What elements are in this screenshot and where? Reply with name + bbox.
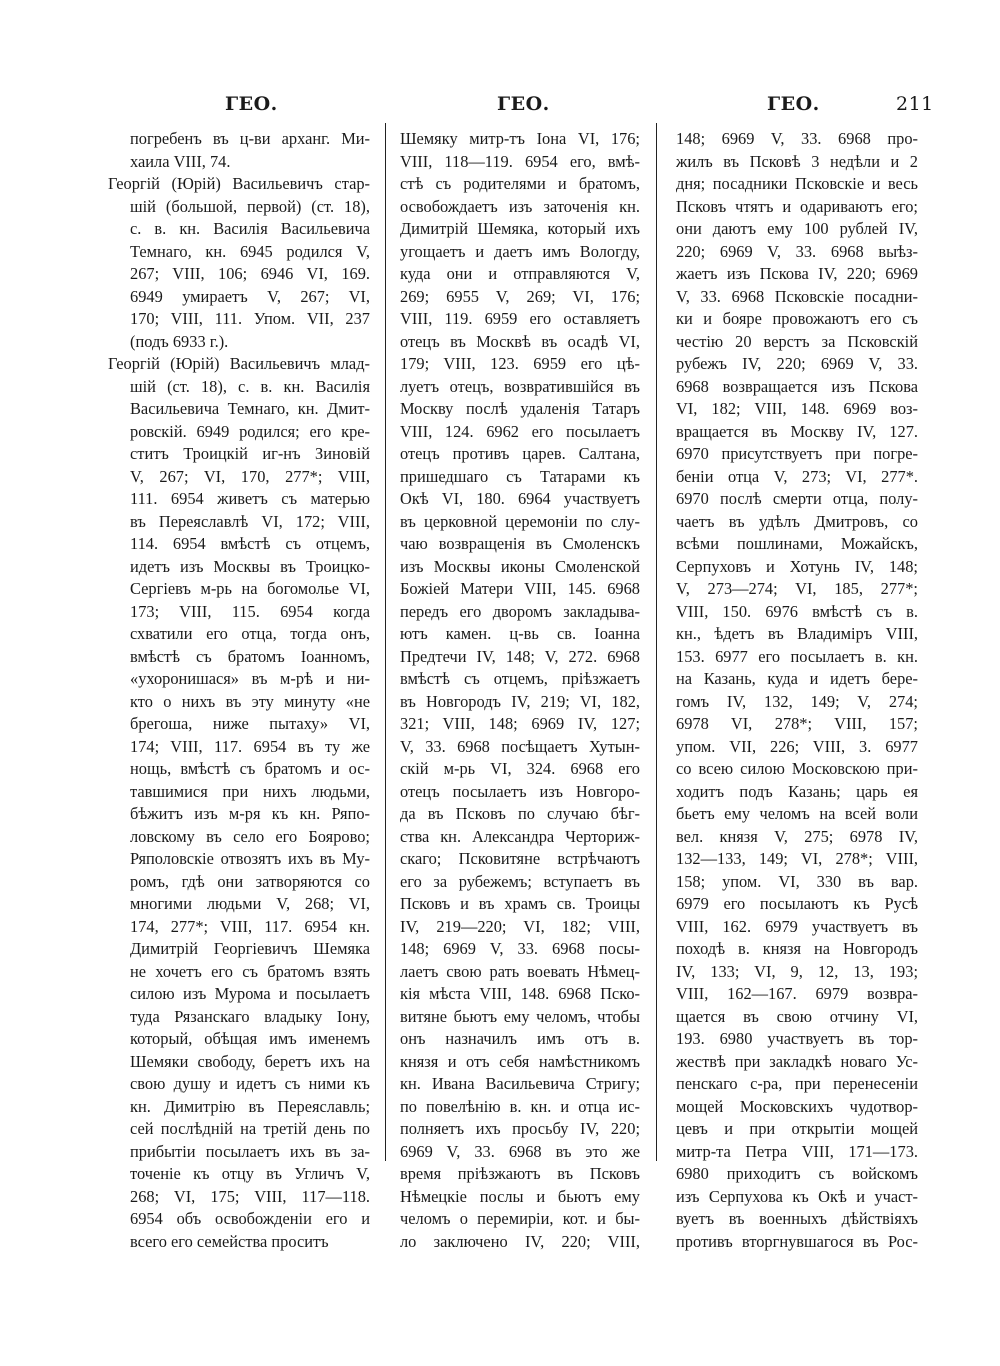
text-line: цевъ и при открытіи мощей bbox=[676, 1119, 918, 1138]
text-line: онъ назначилъ имъ отъ в. bbox=[400, 1029, 640, 1048]
text-line: ютъ камен. ц-вь св. Іоанна bbox=[400, 624, 640, 643]
text-line: его за рубежемъ; вступаетъ въ bbox=[400, 871, 640, 891]
text-line: 153. 6977 его посылаетъ в. кн. bbox=[676, 646, 918, 666]
text-line: 111. 6954 живетъ съ матерью bbox=[130, 489, 370, 508]
column-divider-2 bbox=[656, 123, 657, 1161]
text-line: (подъ 6933 г.). bbox=[130, 331, 229, 351]
text-line: отецъ посылаетъ изъ Новгоро- bbox=[400, 781, 640, 801]
running-header-middle: ГЕО. bbox=[497, 93, 550, 115]
text-line: ки и бояре провожаютъ его съ bbox=[676, 309, 918, 328]
text-line: Ряполовскіе отвозятъ ихъ въ Му- bbox=[130, 849, 370, 868]
text-column-2 bbox=[400, 128, 640, 1253]
text-line: полняетъ ихъ просьбу IV, 220; bbox=[400, 1119, 640, 1138]
text-line: митр-та Петра VIII, 171—173. bbox=[676, 1141, 918, 1161]
text-line: луетъ отецъ, возвратившійся въ bbox=[400, 376, 640, 396]
text-line: 321; VIII, 148; 6969 IV, 127; bbox=[400, 714, 640, 733]
text-line: 6969 V, 33. 6968 въ это же bbox=[400, 1141, 640, 1161]
text-line: 132—133, 149; VI, 278*; VIII, bbox=[676, 849, 918, 868]
text-line: VIII, 119. 6959 его оставляетъ bbox=[400, 309, 640, 328]
text-line: VIII, 150. 6976 вмѣстѣ съ в. bbox=[676, 601, 918, 621]
text-line: мощей Московскихъ чудотвор- bbox=[676, 1096, 918, 1116]
text-line: 173; VIII, 115. 6954 когда bbox=[130, 601, 370, 621]
text-line: 158; упом. VI, 330 въ вар. bbox=[676, 871, 918, 891]
text-line: туда Рязанскаго владыку Іону, bbox=[130, 1006, 370, 1026]
text-line: противъ вторгнувшагося въ Рос- bbox=[676, 1231, 918, 1251]
text-line: рубежъ IV, 220; 6969 V, 33. bbox=[676, 354, 918, 373]
text-line: время пріѣзжаютъ въ Псковъ bbox=[400, 1164, 640, 1183]
text-line: Сергіевъ м-рь на богомолье VI, bbox=[130, 579, 370, 598]
text-line: нощь, вмѣстѣ съ братомъ и ос- bbox=[130, 759, 370, 778]
page-number: 211 bbox=[896, 93, 934, 115]
text-line: 267; VIII, 106; 6946 VI, 169. bbox=[130, 264, 370, 283]
text-line: князя и отъ себя намѣстникомъ bbox=[400, 1051, 640, 1071]
text-line: дня; посадники Псковскіе и весь bbox=[676, 174, 918, 193]
text-line: 220; 6969 V, 33. 6968 выѣз- bbox=[676, 241, 918, 261]
text-line: изъ Серпухова къ Окѣ и участ- bbox=[676, 1186, 918, 1206]
text-line: Васильевича Темнаго, кн. Дмит- bbox=[130, 399, 370, 418]
text-line: угощаетъ и даетъ имъ Вологду, bbox=[400, 241, 640, 261]
text-line: кія мѣста VIII, 148. 6968 Пско- bbox=[400, 984, 640, 1003]
text-line: «ухоронишася» въ м-рѣ и ни- bbox=[130, 669, 370, 688]
text-line: VIII, 162—167. 6979 возвра- bbox=[676, 984, 918, 1003]
text-line: прибытіи посылаетъ ихъ въ за- bbox=[130, 1141, 370, 1161]
text-line: V, 267; VI, 170, 277*; VIII, bbox=[130, 466, 370, 486]
text-line: кн. Димитрію въ Переяславль; bbox=[130, 1096, 370, 1116]
text-line: 148; 6969 V, 33. 6968 посы- bbox=[400, 939, 640, 958]
text-line: Димитрій Шемяка, который ихъ bbox=[400, 219, 640, 238]
text-line: Нѣмецкіе послы и бьютъ ему bbox=[400, 1186, 640, 1206]
text-line: идетъ изъ Москвы въ Троицко- bbox=[130, 556, 370, 576]
text-line: 148; 6969 V, 33. 6968 про- bbox=[676, 129, 918, 148]
text-line: ходитъ подъ Казань; царь ея bbox=[676, 781, 918, 801]
text-line: тавшимися при нихъ людьми, bbox=[130, 781, 370, 801]
text-line: силою изъ Мурома и посылаетъ bbox=[130, 984, 370, 1003]
text-line: чаю возвращенія въ Смоленскъ bbox=[400, 534, 640, 553]
text-line: ства кн. Александра Черториж- bbox=[400, 826, 640, 846]
text-line: 6949 умираетъ V, 267; VI, bbox=[130, 286, 370, 306]
column-divider-1 bbox=[385, 123, 386, 1161]
text-line: въ церковной церемоніи по слу- bbox=[400, 511, 640, 531]
text-line: вмѣстѣ съ отцемъ, пріѣзжаетъ bbox=[400, 669, 640, 688]
text-line: лаетъ свою рать воевать Нѣмец- bbox=[400, 961, 640, 981]
text-line: хаила VIII, 74. bbox=[130, 151, 231, 171]
text-line: шій (ст. 18), с. в. кн. Василія bbox=[130, 376, 370, 396]
text-line: честію 20 верстъ за Псковскій bbox=[676, 331, 918, 351]
text-line: 179; VIII, 123. 6959 его цѣ- bbox=[400, 354, 640, 373]
text-line: VI, 182; VIII, 148. 6969 воз- bbox=[676, 399, 918, 418]
running-header-right: ГЕО. bbox=[767, 93, 820, 115]
text-line: куда они и отправляются V, bbox=[400, 264, 640, 283]
text-line: 193. 6980 участвуетъ въ тор- bbox=[676, 1029, 918, 1048]
text-line: да въ Псковъ по случаю бѣг- bbox=[400, 804, 640, 823]
text-line: брегоша, ниже пытаху» VI, bbox=[130, 714, 370, 733]
text-line: Москву послѣ удаленія Татаръ bbox=[400, 399, 640, 418]
text-line: скій м-рь VI, 324. 6968 его bbox=[400, 759, 640, 778]
text-line: всего его семейства проситъ bbox=[130, 1231, 329, 1251]
text-line: VIII, 162. 6979 участвуетъ въ bbox=[676, 916, 918, 936]
text-line: сей послѣдній на третій день по bbox=[130, 1119, 370, 1138]
text-line: всѣми пошлинами, Можайскъ, bbox=[676, 534, 918, 553]
text-line: въ Новгородъ IV, 219; VI, 182, bbox=[400, 691, 640, 711]
text-line: гомъ IV, 132, 149; V, 274; bbox=[676, 691, 918, 711]
text-line: многими людьми V, 268; VI, bbox=[130, 894, 370, 913]
text-line: свою душу и идетъ съ ними къ bbox=[130, 1074, 370, 1093]
text-line: с. в. кн. Василія Васильевича bbox=[130, 219, 370, 238]
text-line: 6978 VI, 278*; VIII, 157; bbox=[676, 714, 918, 733]
text-line: 174, 277*; VIII, 117. 6954 кн. bbox=[130, 916, 370, 936]
text-line: пенскаго с-ра, при перенесеніи bbox=[676, 1074, 918, 1093]
text-line: въ Переяславлѣ VI, 172; VIII, bbox=[130, 511, 370, 531]
text-line: ромъ, гдѣ они затворяются со bbox=[130, 871, 370, 891]
text-line: 6970 присутствуетъ при погре- bbox=[676, 444, 918, 463]
text-line: жаетъ изъ Пскова IV, 220; 6969 bbox=[676, 264, 918, 283]
text-column-3 bbox=[676, 128, 918, 1253]
text-line: 170; VIII, 111. Упом. VII, 237 bbox=[130, 309, 370, 328]
text-line: вмѣстѣ съ братомъ Іоанномъ, bbox=[130, 646, 370, 666]
text-line: V, 273—274; VI, 185, 277*; bbox=[676, 579, 918, 598]
text-line: 114. 6954 вмѣстѣ съ отцемъ, bbox=[130, 534, 370, 553]
text-line: щается въ свою отчину VI, bbox=[676, 1006, 918, 1026]
text-line: походѣ в. князя на Новгородъ bbox=[676, 939, 918, 958]
text-line: стѣ съ родителями и братомъ, bbox=[400, 174, 640, 193]
text-line: IV, 133; VI, 9, 12, 13, 193; bbox=[676, 961, 918, 981]
text-line: вуетъ въ военныхъ дѣйствіяхъ bbox=[676, 1209, 918, 1228]
text-line: IV, 219—220; VI, 182; VIII, bbox=[400, 916, 640, 936]
text-line: точеніе къ отцу въ Угличъ V, bbox=[130, 1164, 370, 1183]
text-line: изъ Москвы иконы Смоленской bbox=[400, 556, 640, 576]
text-line: Псковъ и въ храмъ св. Троицы bbox=[400, 894, 640, 913]
text-column-1 bbox=[108, 128, 370, 1253]
running-header-left: ГЕО. bbox=[225, 93, 278, 115]
text-line: со всею силою Московскою при- bbox=[676, 759, 918, 778]
text-line: упом. VII, 226; VIII, 3. 6977 bbox=[676, 736, 918, 756]
text-line: отецъ противъ царев. Салтана, bbox=[400, 444, 640, 463]
text-line: Шемяки свободу, беретъ ихъ на bbox=[130, 1051, 370, 1071]
text-line: бьетъ ему челомъ на всей воли bbox=[676, 804, 918, 823]
text-line: Предтечи IV, 148; V, 272. 6968 bbox=[400, 646, 640, 666]
text-line: освобождаетъ изъ заточенія кн. bbox=[400, 196, 640, 216]
text-line: кн. Ивана Васильевича Стригу; bbox=[400, 1074, 640, 1093]
text-line: V, 33. 6968 Псковскіе посадни- bbox=[676, 286, 918, 306]
text-line: Димитрій Георгіевичъ Шемяка bbox=[130, 939, 370, 958]
text-line: VIII, 118—119. 6954 его, вмѣ- bbox=[400, 151, 640, 171]
text-line: погребенъ въ ц-ви арханг. Ми- bbox=[130, 129, 370, 148]
text-line: V, 33. 6968 посѣщаетъ Хутын- bbox=[400, 736, 640, 756]
text-line: по повелѣнію в. кн. и отца ис- bbox=[400, 1096, 640, 1116]
text-line: жествѣ при закладкѣ новаго Ус- bbox=[676, 1051, 918, 1071]
text-line: Псковъ чтятъ и одариваютъ его; bbox=[676, 196, 918, 216]
text-line: ловскому въ село его Боярово; bbox=[130, 826, 370, 846]
text-line: шій (большой, первой) (ст. 18), bbox=[130, 196, 370, 216]
text-line: ло заключено IV, 220; VIII, bbox=[400, 1231, 640, 1251]
text-line: 268; VI, 175; VIII, 117—118. bbox=[130, 1186, 370, 1206]
text-line: на Казань, куда и идетъ бере- bbox=[676, 669, 918, 688]
text-line: 6954 объ освобожденіи его и bbox=[130, 1209, 370, 1228]
text-line: 6968 возвращается изъ Пскова bbox=[676, 376, 918, 396]
text-line: ровскій. 6949 родился; его кре- bbox=[130, 421, 370, 441]
text-line: беніи отца V, 273; VI, 277*. bbox=[676, 466, 918, 486]
text-line: Серпуховъ и Хотунь IV, 148; bbox=[676, 556, 918, 576]
text-line: вращается въ Москву IV, 127. bbox=[676, 421, 918, 441]
text-line: Георгій (Юрій) Васильевичъ млад- bbox=[108, 354, 370, 373]
text-line: бѣжитъ изъ м-ря къ кн. Ряпо- bbox=[130, 804, 370, 823]
text-line: не хочетъ его съ братомъ взять bbox=[130, 961, 370, 981]
text-line: Георгій (Юрій) Васильевичъ стар- bbox=[108, 174, 370, 193]
text-line: 269; 6955 V, 269; VI, 176; bbox=[400, 286, 640, 306]
text-line: Божіей Матери VIII, 145. 6968 bbox=[400, 579, 640, 598]
text-line: 6970 послѣ смерти отца, полу- bbox=[676, 489, 918, 508]
text-line: Окѣ VI, 180. 6964 участвуетъ bbox=[400, 489, 640, 508]
text-line: челомъ о перемиріи, кот. и бы- bbox=[400, 1209, 640, 1228]
text-line: VIII, 124. 6962 его посылаетъ bbox=[400, 421, 640, 441]
text-line: они даютъ ему 100 рублей IV, bbox=[676, 219, 918, 238]
text-line: жилъ въ Псковѣ 3 недѣли и 2 bbox=[676, 151, 918, 171]
text-line: чаетъ въ удѣлъ Дмитровъ, со bbox=[676, 511, 918, 531]
text-line: кто о нихъ въ эту минуту «не bbox=[130, 691, 370, 711]
text-line: Шемяку митр-тъ Іона VI, 176; bbox=[400, 129, 640, 148]
text-line: кн., ѣдетъ въ Владиміръ VIII, bbox=[676, 624, 918, 643]
text-line: схватили его отца, тогда онъ, bbox=[130, 624, 370, 643]
text-line: Темнаго, кн. 6945 родился V, bbox=[130, 241, 370, 261]
text-line: передъ его дворомъ закладыва- bbox=[400, 601, 640, 621]
text-line: который, обѣщая имъ именемъ bbox=[130, 1029, 370, 1048]
text-line: пришедшаго съ Татарами къ bbox=[400, 466, 640, 486]
text-line: 6979 его посылаютъ къ Русѣ bbox=[676, 894, 918, 913]
text-line: витяне бьютъ ему челомъ, чтобы bbox=[400, 1006, 640, 1026]
text-line: скаго; Псковитяне встрѣчаютъ bbox=[400, 849, 640, 868]
text-line: вел. князя V, 275; 6978 IV, bbox=[676, 826, 918, 846]
text-line: ститъ Троицкій иг-нъ Зиновій bbox=[130, 444, 370, 463]
text-line: отецъ въ Москвѣ въ осадѣ VI, bbox=[400, 331, 640, 351]
text-line: 6980 приходитъ съ войскомъ bbox=[676, 1164, 918, 1183]
text-line: 174; VIII, 117. 6954 въ ту же bbox=[130, 736, 370, 756]
